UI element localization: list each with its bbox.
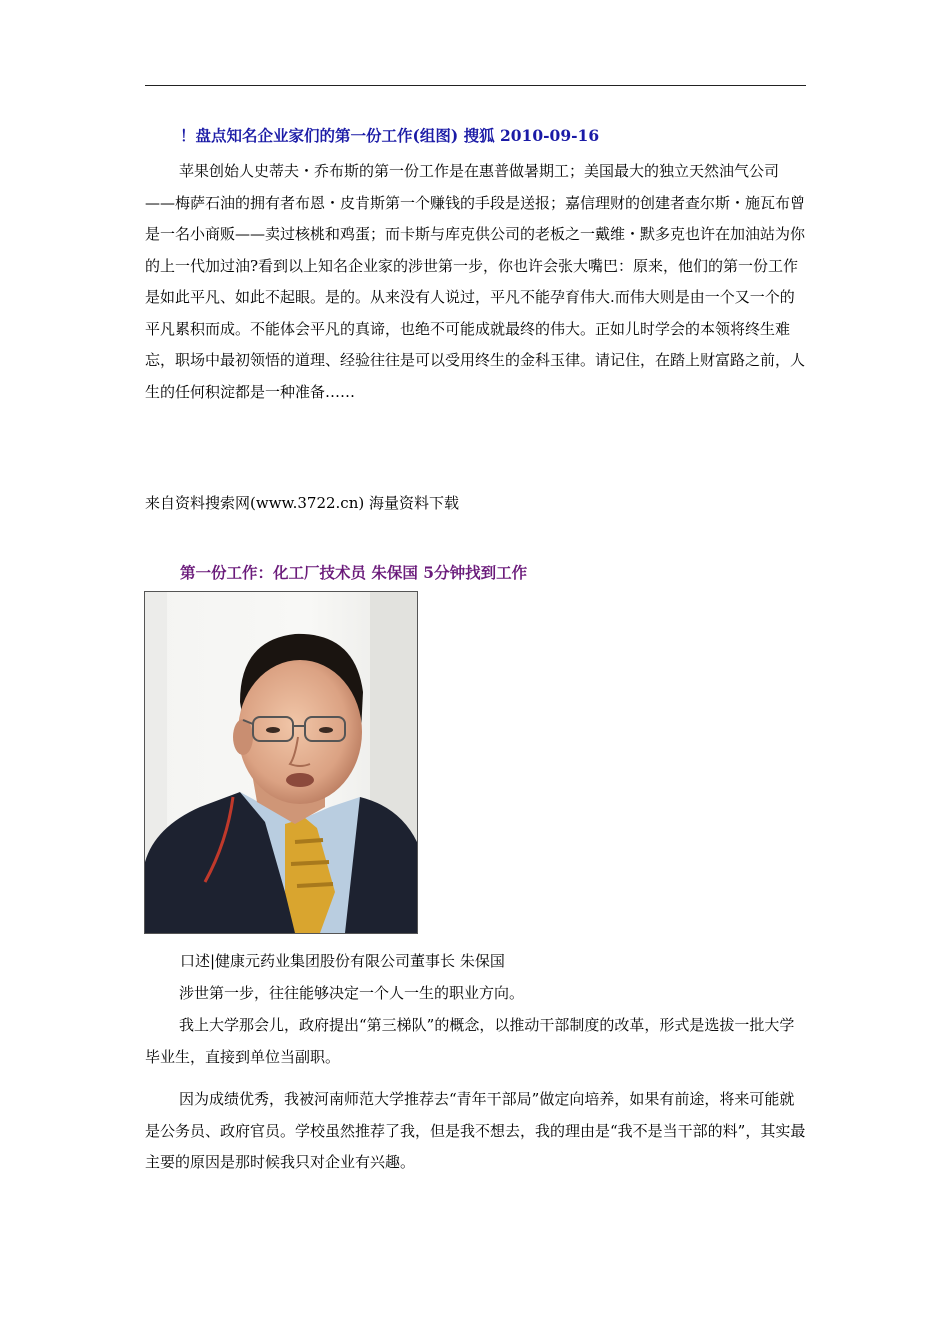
article2-paragraph-1 [145, 978, 807, 1010]
article2-heading: 第一份工作：化工厂技术员 朱保国 5分钟找到工作 [180, 563, 528, 582]
article2-paragraph-1-text: 涉世第一步，往往能够决定一个人一生的职业方向。 [179, 984, 525, 1002]
article2-paragraph-2 [145, 1010, 807, 1073]
article1-heading: ！盘点知名企业家们的第一份工作(组图) 搜狐 2010-09-16 [180, 126, 600, 145]
portrait-photo [144, 591, 418, 934]
article2-paragraph-2-text: 我上大学那会儿，政府提出“第三梯队”的概念，以推动干部制度的改革，形式是选拔一批大学毕业生，直接到单位当副职。 [145, 1016, 795, 1066]
portrait-illustration [145, 592, 417, 933]
article2-byline: 口述|健康元药业集团股份有限公司董事长 朱保国 [180, 952, 505, 970]
article2-paragraph-3 [145, 1084, 807, 1179]
header-rule [145, 85, 806, 86]
article1-body-text: 苹果创始人史蒂夫・乔布斯的第一份工作是在惠普做暑期工；美国最大的独立天然油气公司——梅萨石油的拥有者布恩・皮肯斯第一个赚钱的手段是送报；嘉信理财的创建者查尔斯・施瓦布曾是一名小商贩——卖过核桃和鸡蛋；而卡斯与库克供公司的老板之一戴维・默多克也许在加油站为你的上一代加过油?看到以上知名企业家的涉世第一步，你也许会张大嘴巴：原来，他们的第一份工作是如此平凡、如此不起眼。是的。从来没有人说过，平凡不能孕育伟大.而伟大则是由一个又一个的平凡累积而成。不能体会平凡的真谛，也绝不可能成就最终的伟大。正如儿时学会的本领将终生难忘，职场中最初领悟的道理、经验往往是可以受用终生的金科玉律。请记住，在踏上财富路之前，人生的任何积淀都是一种准备…… [145, 162, 806, 401]
source-line: 来自资料搜索网(www.3722.cn) 海量资料下载 [145, 494, 459, 512]
article2-paragraph-3-text: 因为成绩优秀，我被河南师范大学推荐去“青年干部局”做定向培养，如果有前途，将来可能就是公务员、政府官员。学校虽然推荐了我，但是我不想去，我的理由是“我不是当干部的料”，其实最主要的原因是那时候我只对企业有兴趣。 [145, 1090, 806, 1171]
article1-body [145, 156, 807, 408]
